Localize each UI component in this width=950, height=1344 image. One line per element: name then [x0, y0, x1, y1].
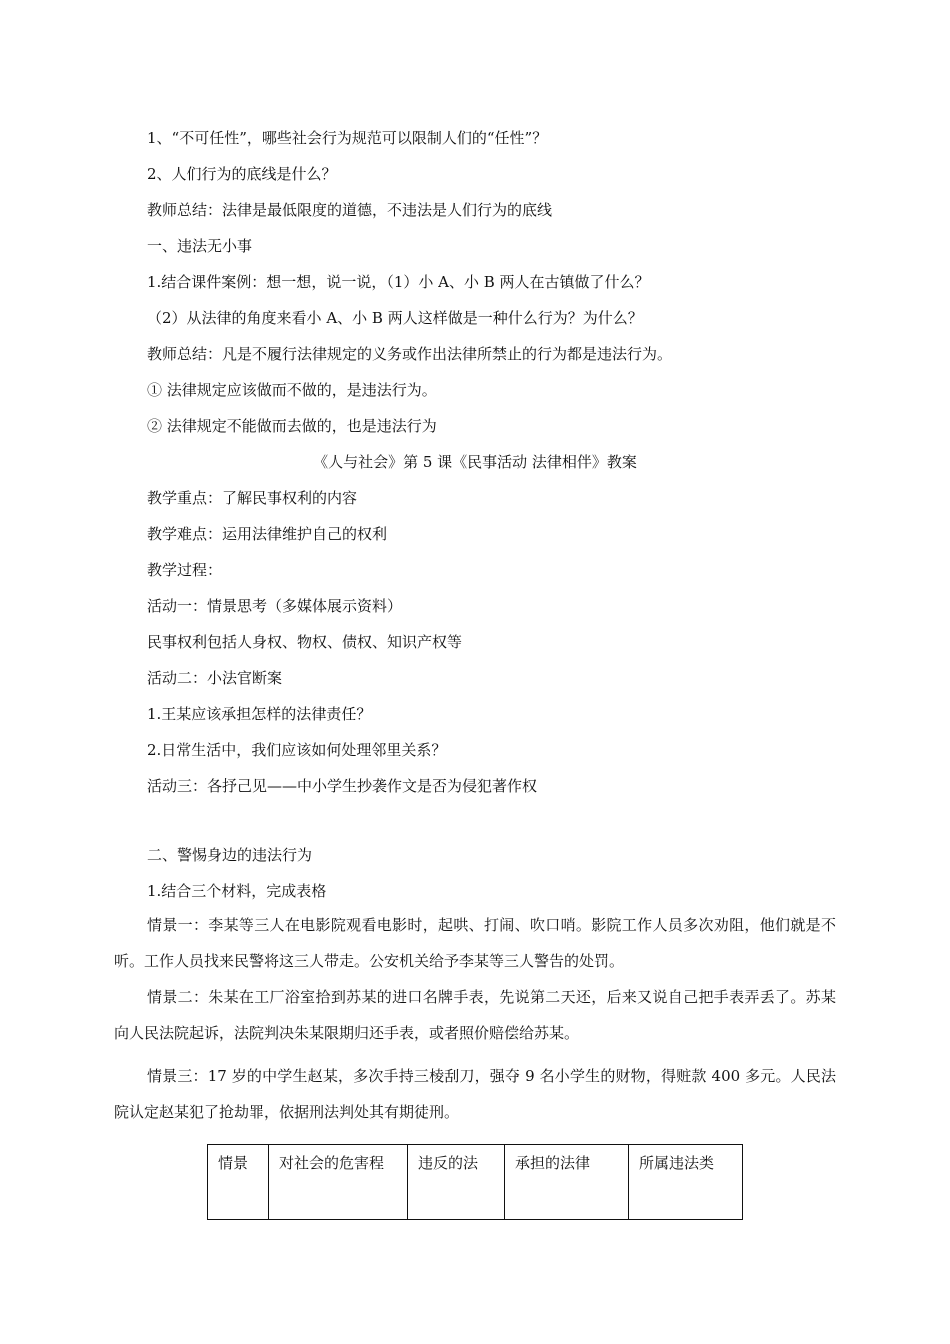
table-header-cell: 对社会的危害程 — [269, 1145, 408, 1220]
activity-2-question-2: 2.日常生活中，我们应该如何处理邻里关系？ — [147, 741, 447, 759]
table-header-cell: 情景 — [208, 1145, 269, 1220]
case-question-2: （2）从法律的角度来看小 A、小 B 两人这样做是一种什么行为？为什么？ — [147, 309, 643, 327]
question-1: 1、“不可任性”，哪些社会行为规范可以限制人们的“任性”？ — [147, 129, 548, 147]
section-heading-1: 一、违法无小事 — [147, 237, 253, 255]
teaching-focus: 教学重点：了解民事权利的内容 — [147, 489, 358, 507]
section-heading-2: 二、警惕身边的违法行为 — [147, 846, 313, 864]
lesson-title: 《人与社会》第 5 课《民事活动 法律相伴》教案 — [313, 453, 637, 471]
scenario-3: 情景三：17 岁的中学生赵某，多次手持三棱刮刀，强夺 9 名小学生的财物，得赃款 400 多元。人民法院认定赵某犯了抢劫罪，依据刑法判处其有期徒刑。 — [114, 1067, 836, 1121]
teaching-process: 教学过程： — [147, 561, 223, 579]
scenario-1: 情景一：李某等三人在电影院观看电影时，起哄、打闹、吹口哨。影院工作人员多次劝阻，他们就是不听。工作人员找来民警将这三人带走。公安机关给予李某等三人警告的处罚。 — [114, 916, 836, 970]
activity-3: 活动三：各抒己见——中小学生抄袭作文是否为侵犯著作权 — [147, 777, 538, 795]
teacher-summary-1: 教师总结：法律是最低限度的道德，不违法是人们行为的底线 — [147, 201, 553, 219]
activity-2: 活动二：小法官断案 — [147, 669, 283, 687]
activity-2-question-1: 1.王某应该承担怎样的法律责任？ — [147, 705, 372, 723]
table-header-cell: 承担的法律 — [505, 1145, 629, 1220]
point-2: ② 法律规定不能做而去做的，也是违法行为 — [147, 417, 437, 435]
activity-1: 活动一：情景思考（多媒体展示资料） — [147, 597, 403, 615]
analysis-table — [207, 1144, 743, 1220]
table-header-cell: 所属违法类 — [629, 1145, 743, 1220]
scenario-2: 情景二：朱某在工厂浴室拾到苏某的进口名牌手表，先说第二天还，后来又说自己把手表弄丢了。苏某向人民法院起诉，法院判决朱某限期归还手表，或者照价赔偿给苏某。 — [114, 988, 836, 1042]
teacher-summary-2: 教师总结：凡是不履行法律规定的义务或作出法律所禁止的行为都是违法行为。 — [147, 345, 673, 363]
table-header-cell: 违反的法 — [408, 1145, 505, 1220]
table-instruction: 1.结合三个材料，完成表格 — [147, 882, 327, 900]
civil-rights-text: 民事权利包括人身权、物权、债权、知识产权等 — [147, 633, 463, 651]
point-1: ① 法律规定应该做而不做的，是违法行为。 — [147, 381, 437, 399]
teaching-difficulty: 教学难点：运用法律维护自己的权利 — [147, 525, 388, 543]
case-question-1: 1.结合课件案例：想一想，说一说，（1）小 A、小 B 两人在古镇做了什么？ — [147, 273, 650, 291]
question-2: 2、人们行为的底线是什么？ — [147, 165, 337, 183]
table-header-row — [208, 1145, 743, 1220]
